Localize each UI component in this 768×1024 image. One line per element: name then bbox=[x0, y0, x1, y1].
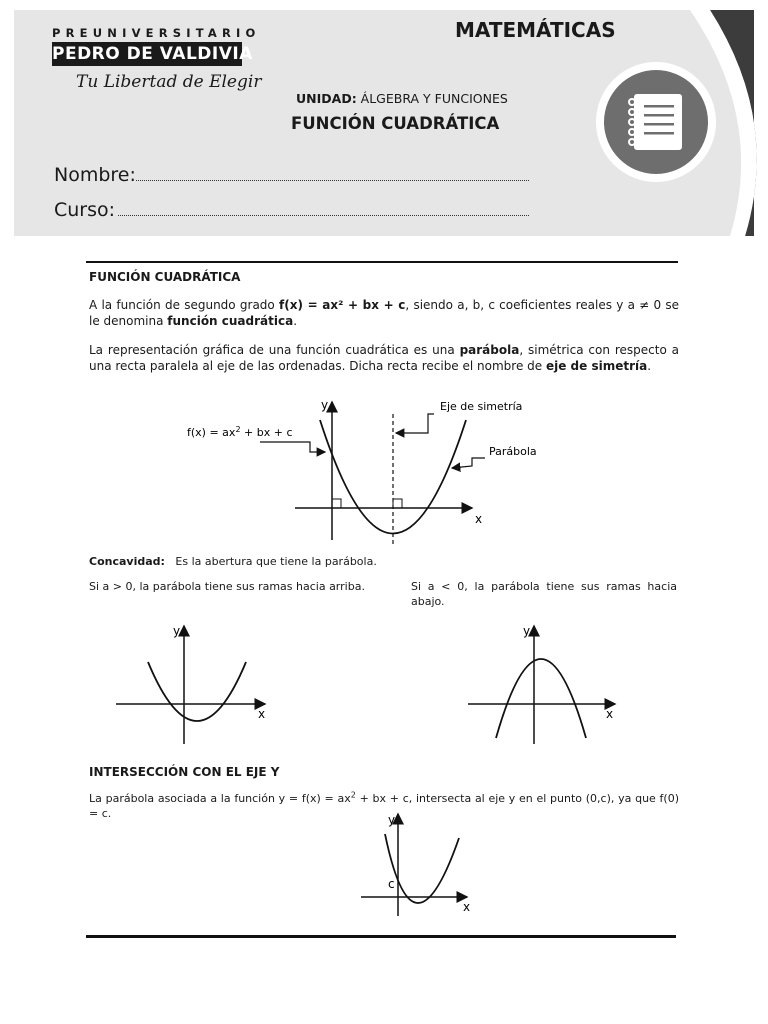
parabola-paragraph bbox=[89, 343, 679, 374]
slogan: Tu Libertad de Elegir bbox=[76, 72, 262, 92]
figure-opens-down bbox=[460, 620, 630, 750]
p1-end: . bbox=[293, 313, 298, 328]
header-decoration bbox=[540, 10, 754, 236]
p1-formula: f(x) = ax² + bx + c bbox=[279, 298, 406, 312]
name-label: Nombre: bbox=[54, 164, 136, 186]
notebook-icon bbox=[629, 94, 682, 150]
p2-text-a: La representación gráfica de una función cuadrática es una bbox=[89, 343, 460, 357]
unit-line bbox=[296, 91, 508, 106]
figure-main-parabola bbox=[180, 392, 537, 552]
p1-text-a: A la función de segundo grado bbox=[89, 298, 280, 312]
unit-value: ÁLGEBRA Y FUNCIONES bbox=[360, 91, 508, 106]
fig1-y-label: y bbox=[321, 398, 329, 412]
definition-paragraph bbox=[89, 298, 679, 329]
p1-term: función cuadrática bbox=[167, 313, 294, 328]
intercept-c-label: c bbox=[388, 877, 395, 891]
subject-title: MATEMÁTICAS bbox=[455, 18, 616, 42]
topic-title: FUNCIÓN CUADRÁTICA bbox=[291, 114, 500, 133]
symmetry-axis-label: Eje de simetría bbox=[440, 400, 523, 413]
p2-term-parabola: parábola bbox=[459, 343, 520, 357]
concavity-label: Concavidad: bbox=[89, 555, 165, 568]
concavity-text: Es la abertura que tiene la parábola. bbox=[175, 555, 377, 568]
fig2-x-label: x bbox=[258, 707, 266, 721]
fig3-y-label: y bbox=[523, 624, 531, 638]
figure-opens-up bbox=[110, 620, 280, 750]
fig3-x-label: x bbox=[606, 707, 614, 721]
case-down-text: Si a < 0, la parábola tiene sus ramas hacia abajo. bbox=[411, 580, 677, 608]
course-field[interactable] bbox=[118, 205, 529, 216]
section-title-quadratic: FUNCIÓN CUADRÁTICA bbox=[89, 270, 241, 284]
p2-end: . bbox=[647, 358, 652, 373]
institution-line1: PREUNIVERSITARIO bbox=[52, 26, 261, 40]
fig4-y-label: y bbox=[388, 813, 396, 827]
top-rule bbox=[86, 261, 678, 263]
s2-text-a: La parábola asociada a la función y = f(x) = ax bbox=[89, 792, 351, 805]
fig2-y-label: y bbox=[173, 624, 181, 638]
course-label: Curso: bbox=[54, 199, 116, 221]
p1-text-b: , siendo a, b, c coeficientes reales y a ≠ 0 se le denomina bbox=[89, 298, 680, 328]
p2-term-axis: eje de simetría bbox=[545, 358, 648, 373]
name-field[interactable] bbox=[136, 170, 529, 181]
formula-label: $f(x) = ax^2$ + bx + c bbox=[187, 425, 293, 439]
parabola-label: Parábola bbox=[489, 445, 537, 458]
s2-text-b: + bx + c, intersecta al eje y en el punto (0,c), ya que f(0) = c. bbox=[89, 792, 679, 820]
p2-text-b: , simétrica con respecto a una recta paralela al eje de las ordenadas. Dicha recta recibe el nombre de bbox=[89, 343, 679, 373]
s2-sup: 2 bbox=[350, 790, 356, 800]
concavity-line bbox=[89, 555, 377, 568]
section-title-intersection: INTERSECCIÓN CON EL EJE Y bbox=[89, 765, 280, 779]
fig4-x-label: x bbox=[463, 900, 471, 914]
bottom-rule bbox=[86, 935, 676, 938]
figure-y-intercept bbox=[355, 810, 485, 920]
institution-line2: PEDRO DE VALDIVIA bbox=[52, 44, 253, 64]
unit-label: UNIDAD: bbox=[296, 91, 357, 106]
case-up-text: Si a > 0, la parábola tiene sus ramas hacia arriba. bbox=[89, 580, 365, 593]
fig1-x-label: x bbox=[475, 512, 483, 526]
